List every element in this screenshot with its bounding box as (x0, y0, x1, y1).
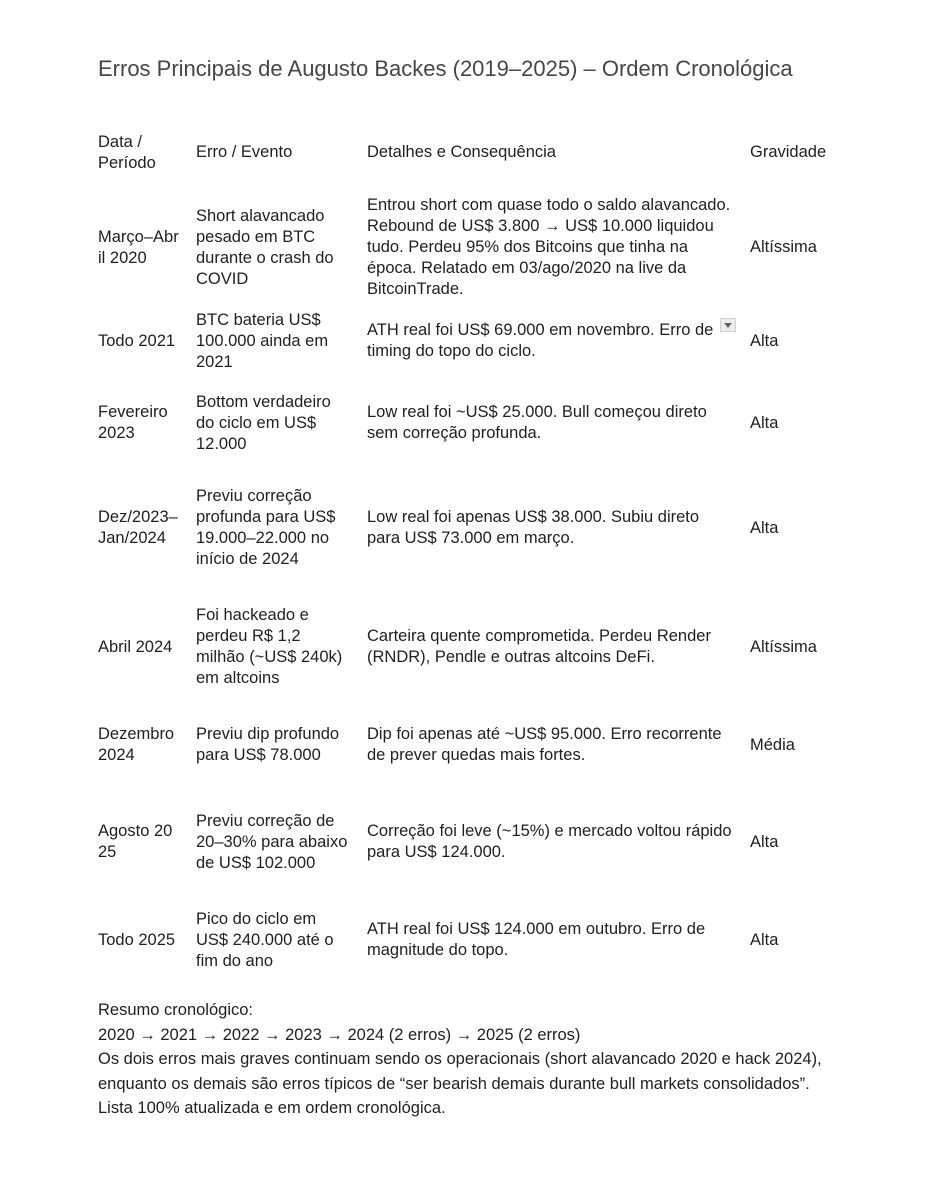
table-row (90, 382, 852, 464)
cell-data: Fevereiro 2023 (98, 403, 168, 442)
table-row (90, 592, 852, 702)
column-header-gravidade: Gravidade (750, 143, 827, 161)
summary-timeline: 2020 → 2021 → 2022 → 2023 → 2024 (2 erros) → 2025 (2 erros) (98, 1025, 581, 1044)
cell-detalhes: ATH real foi US$ 124.000 em outubro. Erro de magnitude do topo. (367, 920, 706, 959)
cell-detalhes: Low real foi ~US$ 25.000. Bull começou direto sem correção profunda. (367, 403, 707, 442)
page-title: Erros Principais de Augusto Backes (2019–2025) – Ordem Cronológica (98, 56, 793, 81)
cell-gravidade: Alta (750, 518, 779, 537)
summary-heading: Resumo cronológico: (98, 1001, 253, 1019)
column-header-detalhes: Detalhes e Consequência (367, 143, 556, 161)
cell-detalhes: Dip foi apenas até ~US$ 95.000. Erro recorrente de prever quedas mais fortes. (367, 725, 722, 764)
cell-data: Março–Abril 2020 (98, 227, 179, 267)
cell-detalhes: ATH real foi US$ 69.000 em novembro. Erro de timing do topo do ciclo. (367, 321, 714, 360)
chevron-down-icon[interactable] (720, 318, 736, 332)
summary-conclusion: Os dois erros mais graves continuam sendo os operacionais (short alavancado 2020 e hack 2024), enquanto os demais são erros típicos de “ser bearish demais durante bull markets consolidados”. (98, 1050, 822, 1093)
cell-detalhes: Low real foi apenas US$ 38.000. Subiu direto para US$ 73.000 em março. (367, 508, 700, 547)
cell-data: Dezembro 2024 (98, 725, 175, 764)
table-row (90, 464, 852, 592)
cell-erro: Previu correção de 20–30% para abaixo de US$ 102.000 (196, 811, 348, 872)
cell-erro: Foi hackeado e perdeu R$ 1,2 milhão (~US$ 240k) em altcoins (196, 606, 343, 687)
cell-gravidade: Alta (750, 930, 779, 949)
cell-data: Dez/2023–Jan/2024 (98, 508, 178, 547)
summary-section (98, 998, 868, 1121)
summary-footer: Lista 100% atualizada e em ordem cronológica. (98, 1099, 446, 1117)
table-row (90, 195, 852, 300)
column-header-data: Data / Período (98, 132, 156, 172)
cell-data: Agosto 2025 (98, 822, 173, 861)
cell-erro: BTC bateria US$ 100.000 ainda em 2021 (196, 310, 329, 371)
cell-detalhes: Carteira quente comprometida. Perdeu Render (RNDR), Pendle e outras altcoins DeFi. (367, 627, 711, 666)
cell-gravidade: Alta (750, 413, 779, 432)
table-row (90, 702, 852, 788)
cell-gravidade: Altíssima (750, 637, 817, 656)
cell-data: Abril 2024 (98, 637, 173, 656)
cell-erro: Previu correção profunda para US$ 19.000–22.000 no início de 2024 (196, 487, 336, 568)
cell-data: Todo 2021 (98, 331, 176, 350)
cell-detalhes: Correção foi leve (~15%) e mercado voltou rápido para US$ 124.000. (367, 822, 732, 861)
table-row (90, 300, 852, 382)
cell-gravidade: Alta (750, 832, 779, 851)
cell-erro: Bottom verdadeiro do ciclo em US$ 12.000 (196, 392, 331, 453)
cell-detalhes: Entrou short com quase todo o saldo alavancado. Rebound de US$ 3.800 → US$ 10.000 liquidou tudo. Perdeu 95% dos Bitcoins que tinha na época. Relatado em 03/ago/2020 na live da BitcoinTrade. (367, 196, 731, 298)
cell-erro: Short alavancado pesado em BTC durante o crash do COVID (196, 206, 334, 288)
table-row (90, 896, 852, 984)
errors-table (90, 110, 852, 984)
table-header-row (90, 110, 852, 195)
table-row (90, 788, 852, 896)
cell-gravidade: Altíssima (750, 238, 817, 256)
cell-gravidade: Média (750, 735, 795, 754)
cell-erro: Previu dip profundo para US$ 78.000 (196, 725, 340, 764)
cell-erro: Pico do ciclo em US$ 240.000 até o fim do ano (196, 909, 334, 970)
cell-data: Todo 2025 (98, 930, 176, 949)
column-header-erro: Erro / Evento (196, 143, 293, 161)
cell-gravidade: Alta (750, 331, 779, 350)
